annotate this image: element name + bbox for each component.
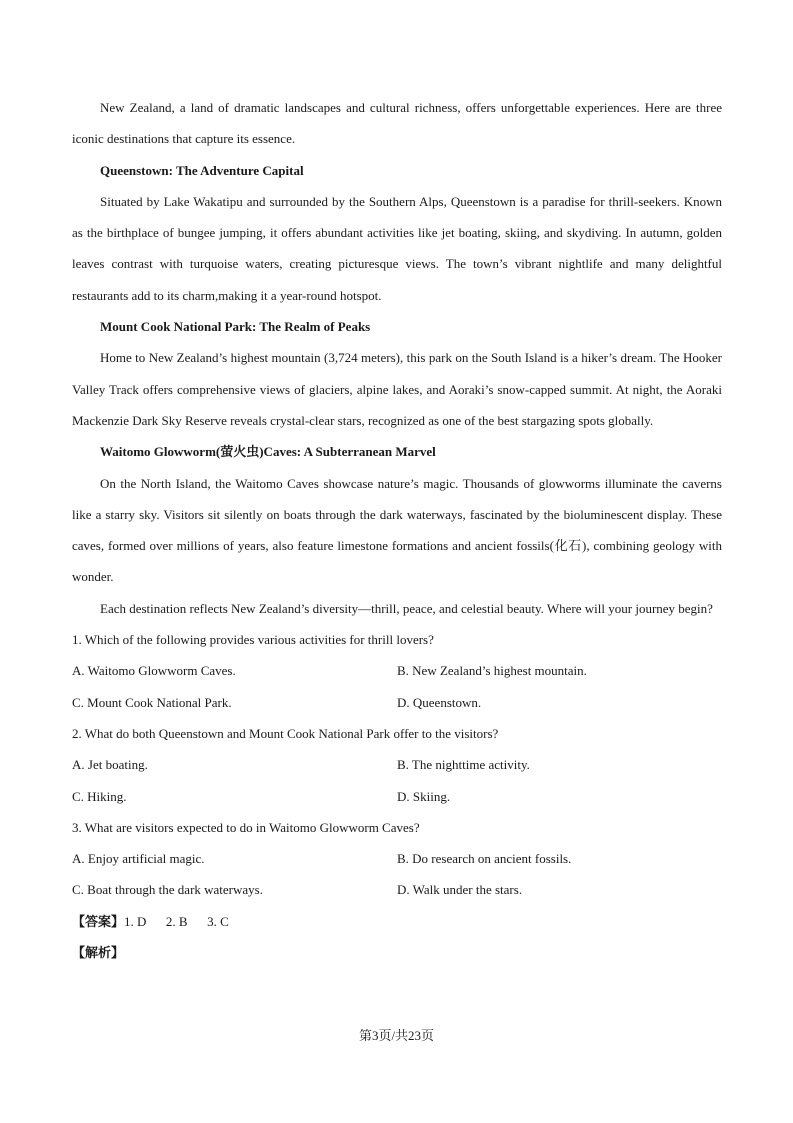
section-heading-queenstown: Queenstown: The Adventure Capital — [100, 162, 304, 178]
question-1-stem: 1. Which of the following provides various activities for thrill lovers? — [72, 632, 434, 648]
question-2-option-d: D. Skiing. — [397, 788, 451, 804]
closing-paragraph: Each destination reflects New Zealand’s diversity—thrill, peace, and celestial beauty. Where will your journey begin? — [100, 600, 713, 616]
answer-line — [72, 906, 722, 937]
question-2-stem: 2. What do both Queenstown and Mount Cook National Park offer to the visitors? — [72, 725, 499, 741]
question-1-option-b: B. New Zealand’s highest mountain. — [397, 663, 587, 679]
section-body-queenstown: Situated by Lake Wakatipu and surrounded by the Southern Alps, Queenstown is a paradise for thrill-seekers. Known as the birthplace of bungee jumping, it offers abundant activities like jet boating, skiing, and skydiving. In autumn, golden leaves contrast with turquoise waters, creating picturesque views. The town’s vibrant nightlife and many delightful restaurants add to its charm,making it a year-round hotspot. — [72, 193, 722, 303]
question-2-options-row-1 — [72, 749, 722, 780]
question-3-option-c: C. Boat through the dark waterways. — [72, 882, 263, 898]
section-body-waitomo: On the North Island, the Waitomo Caves showcase nature’s magic. Thousands of glowworms illuminate the caverns like a starry sky. Visitors sit silently on boats through the dark waterways, fascinated by the bioluminescent display. These caves, formed over millions of years, also feature limestone formations and ancient fossils(化石), combining geology with wonder. — [72, 475, 722, 585]
question-1-option-d: D. Queenstown. — [397, 694, 482, 710]
question-1-option-a: A. Waitomo Glowworm Caves. — [72, 663, 236, 679]
question-2-options-row-2 — [72, 781, 722, 812]
question-3-option-b: B. Do research on ancient fossils. — [397, 851, 572, 867]
question-1-options-row-2 — [72, 687, 722, 718]
section-heading-mount-cook: Mount Cook National Park: The Realm of Peaks — [100, 319, 371, 335]
question-2-option-c: C. Hiking. — [72, 788, 127, 804]
page-number-footer: 第3页/共23页 — [358, 1028, 435, 1043]
section-heading-waitomo: Waitomo Glowworm(萤火虫)Caves: A Subterranean Marvel — [100, 444, 436, 460]
question-3-options-row-2 — [72, 874, 722, 905]
question-3-stem: 3. What are visitors expected to do in Waitomo Glowworm Caves? — [72, 819, 420, 835]
question-2-option-a: A. Jet boating. — [72, 757, 148, 773]
answer-values: 1. D 2. B 3. C — [124, 913, 229, 929]
question-2-option-b: B. The nighttime activity. — [397, 757, 530, 773]
analysis-label: 【解析】 — [72, 945, 125, 961]
question-1-options-row-1 — [72, 655, 722, 686]
document-content — [72, 92, 722, 968]
analysis-line — [72, 937, 722, 968]
section-body-mount-cook: Home to New Zealand’s highest mountain (3,724 meters), this park on the South Island is a hiker’s dream. The Hooker Valley Track offers comprehensive views of glaciers, alpine lakes, and Aoraki’s snow-capped summit. At night, the Aoraki Mackenzie Dark Sky Reserve reveals crystal-clear stars, recognized as one of the best stargazing spots globally. — [72, 350, 722, 428]
question-3-option-d: D. Walk under the stars. — [397, 882, 523, 898]
question-1-option-c: C. Mount Cook National Park. — [72, 694, 232, 710]
question-3-options-row-1 — [72, 843, 722, 874]
intro-paragraph: New Zealand, a land of dramatic landscapes and cultural richness, offers unforgettable experiences. Here are three iconic destinations that capture its essence. — [72, 100, 722, 147]
answer-label: 【答案】 — [72, 913, 125, 929]
question-3-option-a: A. Enjoy artificial magic. — [72, 851, 205, 867]
